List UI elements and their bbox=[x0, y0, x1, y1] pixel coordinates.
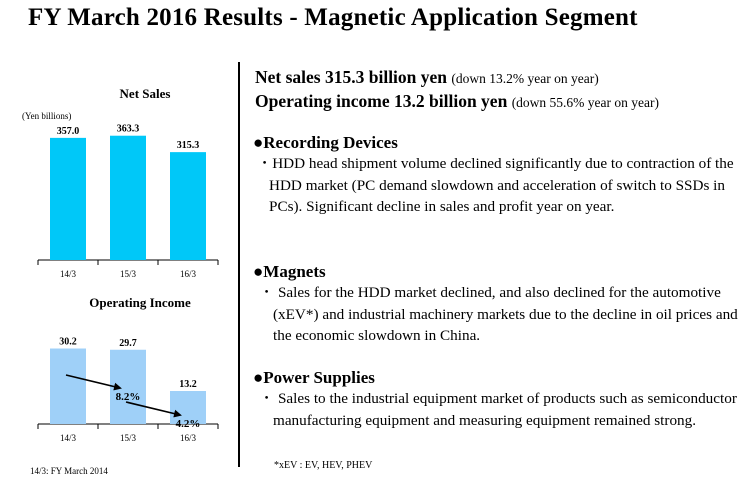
bar-value-label: 29.7 bbox=[119, 337, 137, 349]
x-tick-label: 15/3 bbox=[119, 433, 137, 443]
operating-income-headline bbox=[255, 91, 659, 112]
bar-value-label: 315.3 bbox=[176, 140, 200, 152]
net-sales-chart-title: Net Sales bbox=[119, 86, 171, 101]
fiscal-year-footnote: 14/3: FY March 2014 bbox=[30, 466, 108, 476]
section-body: ・ Sales to the industrial equipment market of products such as semiconductor manufacturing equipment and measuring equipment remained strong. bbox=[259, 390, 737, 429]
margin-annotation: 8.2% bbox=[115, 391, 141, 403]
operating-income-headline-text: Operating income 13.2 billion yen bbox=[255, 91, 508, 111]
operating-income-headline-note: (down 55.6% year on year) bbox=[511, 95, 660, 110]
x-tick-label: 14/3 bbox=[59, 433, 77, 443]
section-body: ・ Sales for the HDD market declined, and also declined for the automotive (xEV*) and industrial machinery markets due to the decline in oil prices and the economic slowdown in China. bbox=[259, 284, 738, 344]
operating-income-chart-title: Operating Income bbox=[89, 295, 191, 310]
bar-value-label: 357.0 bbox=[56, 125, 80, 137]
net-sales-headline bbox=[255, 67, 599, 88]
bar-value-label: 363.3 bbox=[116, 123, 140, 135]
margin-annotation: 4.2% bbox=[175, 418, 201, 430]
bar-value-label: 30.2 bbox=[59, 336, 77, 348]
section-title: ●Magnets bbox=[253, 262, 326, 281]
bar-15-3 bbox=[110, 136, 146, 260]
net-sales-unit-label: (Yen billions) bbox=[22, 111, 72, 121]
bar-value-label: 13.2 bbox=[179, 379, 197, 390]
page-title: FY March 2016 Results - Magnetic Application Segment bbox=[28, 4, 638, 31]
x-tick-label: 14/3 bbox=[59, 269, 77, 279]
bar-14-3 bbox=[50, 138, 86, 260]
vertical-divider bbox=[238, 62, 240, 467]
section-title: ●Recording Devices bbox=[253, 133, 398, 152]
net-sales-headline-note: (down 13.2% year on year) bbox=[451, 71, 599, 86]
bar-14-3 bbox=[50, 349, 86, 425]
net-sales-chart bbox=[38, 118, 228, 283]
operating-income-chart bbox=[38, 312, 228, 462]
section-recording-devices bbox=[253, 133, 745, 218]
section-title: ●Power Supplies bbox=[253, 368, 375, 387]
xev-footnote: *xEV : EV, HEV, PHEV bbox=[274, 460, 373, 471]
x-tick-label: 16/3 bbox=[179, 269, 197, 279]
section-body: ・HDD head shipment volume declined significantly due to contraction of the HDD market (PC demand slowdown and acceleration of switch to SSDs in PCs). Significant decline in sales and profit year on year. bbox=[257, 155, 734, 215]
x-tick-label: 16/3 bbox=[179, 433, 197, 443]
net-sales-headline-text: Net sales 315.3 billion yen bbox=[255, 67, 448, 87]
section-magnets bbox=[253, 262, 745, 347]
section-power-supplies bbox=[253, 368, 745, 431]
x-tick-label: 15/3 bbox=[119, 269, 137, 279]
bar-16-3 bbox=[170, 152, 206, 260]
